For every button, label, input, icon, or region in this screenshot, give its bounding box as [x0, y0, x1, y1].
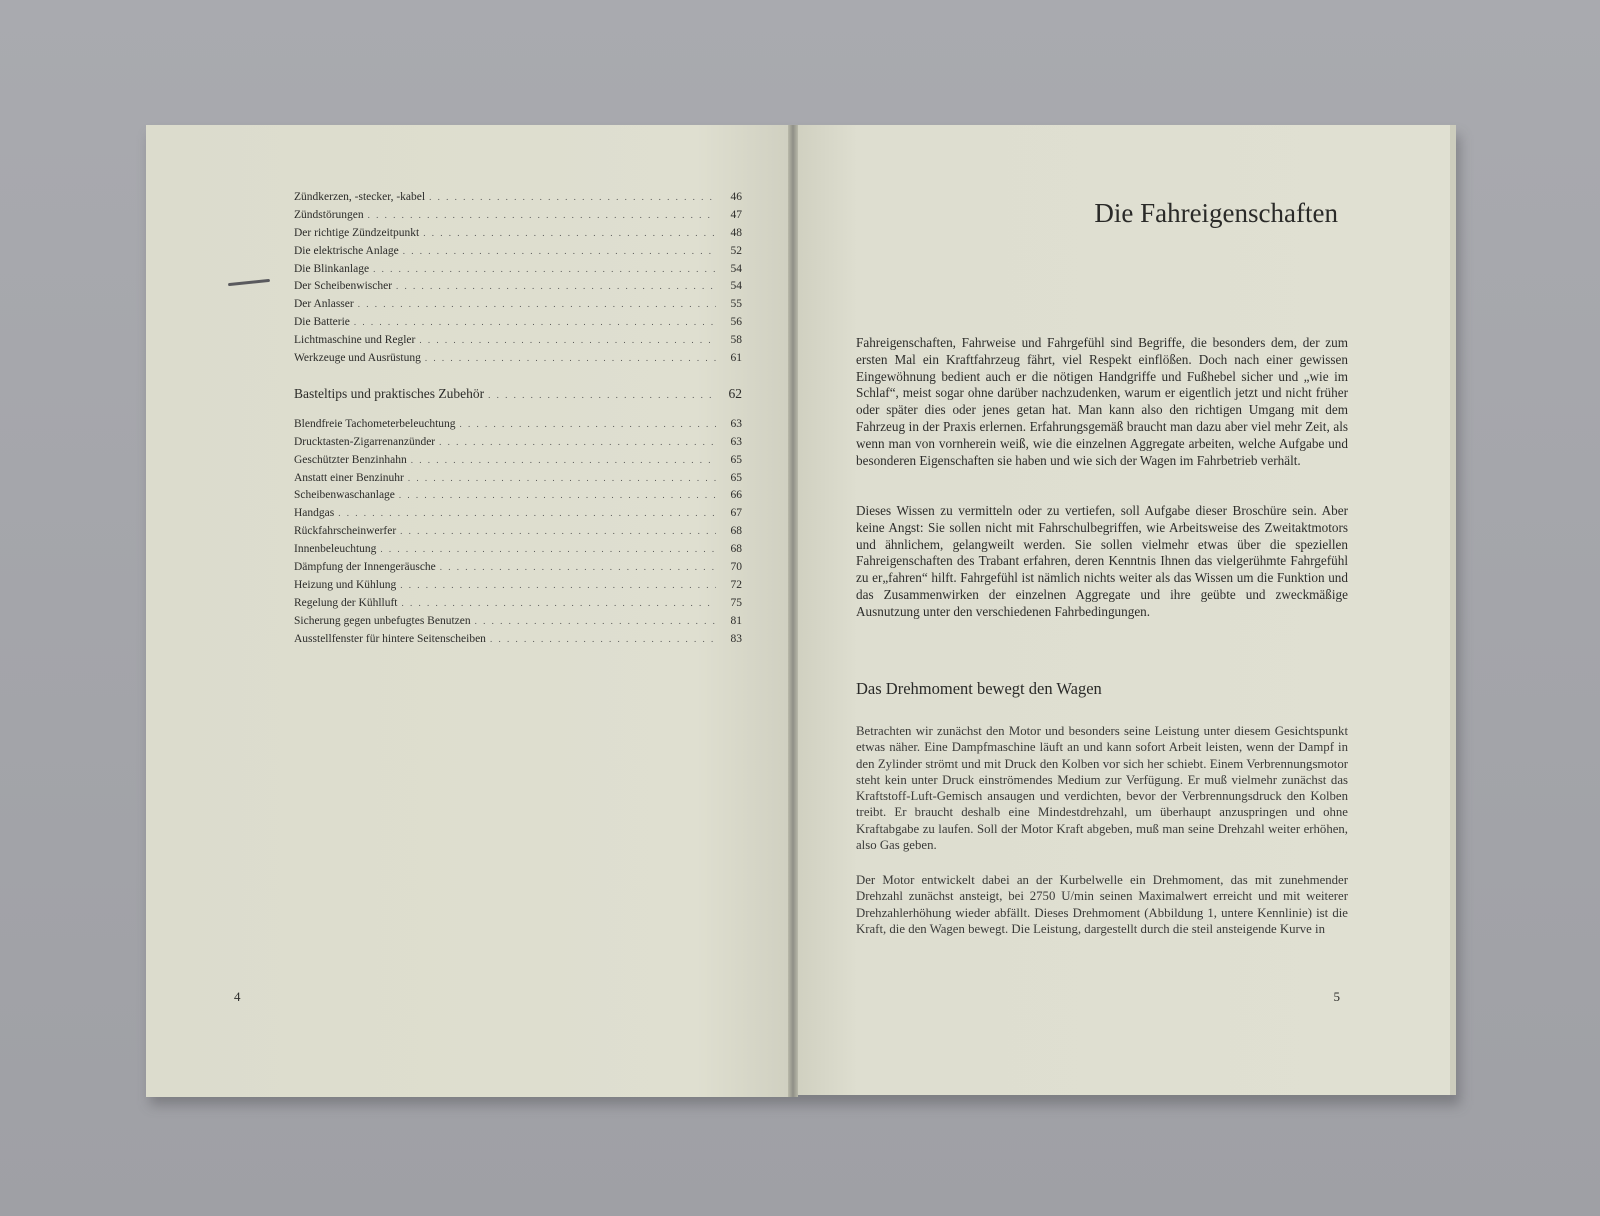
right-page: [792, 125, 1456, 1095]
pen-mark: [228, 279, 270, 286]
toc-entry: [294, 633, 742, 651]
toc-entry-page: 70: [730, 561, 742, 574]
toc-entry-page: 81: [730, 614, 742, 627]
toc-entry: [294, 615, 742, 633]
toc-entry-page: 83: [730, 632, 742, 645]
toc-entry-page: 48: [730, 226, 742, 239]
toc-entry-title: Zündkerzen, -stecker, -kabel: [294, 191, 426, 203]
body-paragraph-1: Fahreigenschaften, Fahrweise und Fahrgefühl sind Begriffe, die besonders dem, der zum ersten Mal ein Kraftfahrzeug fährt, viel Respekt einflößen. Doch nach einer gewissen Eingewöhnung bedient auch er die nötigen Handgriffe und Fußhebel sicher und „wie im Schlaf“, meist sogar ohne darüber nachzudenken, warum er eigentlich jetzt und nicht früher oder später dies oder jenes getan hat. Man kann also den richtigen Umgang mit dem Fahrzeug in der Praxis erlernen. Erfahrungsgemäß braucht man dazu aber viel mehr Zeit, als wenn man von vornherein weiß, wie die einzelnen Aggregate arbeiten, welche Aufgabe und besonderen Eigenschaften sie haben und wie sich der Wagen im Fahrbetrieb verhält.: [856, 335, 1348, 468]
toc-entry-title: Drucktasten-Zigarrenanzünder: [294, 435, 436, 448]
toc-entry: [294, 597, 742, 615]
toc-leader-dots: [401, 598, 716, 608]
toc-leader-dots: [490, 634, 716, 644]
toc-entry-page: 67: [730, 507, 742, 520]
toc-entry-title: Scheibenwaschanlage: [294, 489, 395, 502]
toc-entry-page: 46: [730, 191, 742, 203]
toc-entry: [294, 579, 742, 597]
toc-leader-dots: [399, 490, 716, 500]
toc-leader-dots: [429, 192, 716, 202]
toc-entry: [294, 525, 742, 543]
toc-leader-dots: [411, 455, 716, 465]
toc-leader-dots: [475, 616, 716, 626]
toc-entry: [294, 472, 742, 490]
section-heading: Das Drehmoment bewegt den Wagen: [856, 679, 1102, 698]
toc-entry-title: Heizung und Kühlung: [294, 578, 397, 591]
toc-entry-title: Der Scheibenwischer: [294, 280, 393, 293]
toc-leader-dots: [396, 281, 716, 291]
toc-entry-page: 72: [730, 578, 742, 591]
toc-entry-title: Handgas: [294, 507, 335, 520]
toc-entry-page: 54: [730, 280, 742, 293]
toc-entry-title: Lichtmaschine und Regler: [294, 334, 416, 347]
toc-entry-page: 55: [730, 298, 742, 311]
toc-leader-dots: [358, 299, 716, 309]
body-paragraph-3: Betrachten wir zunächst den Motor und besonders seine Leistung unter diesem Gesichtspunkt etwas näher. Eine Dampfmaschine läuft an und kann sofort Arbeit leisten, wenn der Dampf in den Zylinder strömt und mit Druck den Kolben vor sich her schiebt. Einem Verbrennungsmotor steht kein unter Druck einströmendes Medium zur Verfügung. Er muß vielmehr zunächst das Kraftstoff-Luft-Gemisch ansaugen und verdichten, bevor der Verbrennungsdruck den Kolben treibt. Er braucht deshalb eine Mindestdrehzahl, um überhaupt anzuspringen und ohne Kraftabgabe zu laufen. Soll der Motor Kraft abgeben, muß man seine Drehzahl weiter erhöhen, also Gas geben.: [856, 724, 1348, 853]
body-paragraph-2: Dieses Wissen zu vermitteln oder zu vertiefen, soll Aufgabe dieser Broschüre sein. Aber keine Angst: Sie sollen nicht mit Fahrschulbegriffen, wie Arbeitsweise des Zweitaktmotors und ähnlichem, gelangweilt werden. Sie sollen vielmehr etwas über die speziellen Fahreigenschaften des Trabant erfahren, deren Kenntnis Ihnen das vielgerühmte Fahrgefühl zu er„fahren“ hilft. Fahrgefühl ist nämlich nichts weiter als das Wissen um die Funktion und das Zusammenwirken der einzelnen Aggregate und ihre geübte und zweckmäßige Ausnutzung unter den verschiedenen Fahrbedingungen.: [856, 503, 1348, 619]
toc-entry: [294, 334, 742, 352]
toc-entry: [294, 454, 742, 472]
toc-section-row: [294, 386, 742, 410]
toc-entry-title: Anstatt einer Benzinuhr: [294, 471, 404, 484]
toc-entry-title: Sicherung gegen unbefugtes Benutzen: [294, 614, 471, 627]
toc-group-1: [294, 191, 742, 370]
toc-entry: [294, 298, 742, 316]
toc-entry-title: Blendfreie Tachometerbeleuchtung: [294, 417, 456, 430]
toc-leader-dots: [440, 562, 716, 572]
toc-entry-title: Dämpfung der Innengeräusche: [294, 561, 436, 574]
table-of-contents: [294, 191, 742, 650]
page-number-left: 4: [234, 989, 241, 1004]
toc-entry-page: 56: [730, 316, 742, 329]
toc-group-2: [294, 418, 742, 651]
toc-leader-dots: [423, 228, 716, 238]
toc-leader-dots: [338, 508, 716, 518]
body-paragraph-4: Der Motor entwickelt dabei an der Kurbelwelle ein Drehmoment, das mit zunehmender Drehzahl zunächst ansteigt, bei 2750 U/min seinen Maximalwert erreicht und mit weiterer Drehzahlerhöhung wieder abfällt. Dieses Drehmoment (Abbildung 1, untere Kennlinie) ist die Kraft, die den Wagen bewegt. Die Leistung, dargestellt durch die steil ansteigende Kurve in: [856, 873, 1348, 936]
toc-entry-title: Geschützter Benzinhahn: [294, 453, 407, 466]
toc-entry-page: 66: [730, 489, 742, 502]
toc-leader-dots: [403, 246, 716, 256]
toc-section-page: 62: [728, 385, 742, 401]
toc-entry-page: 58: [730, 334, 742, 347]
book-gutter: [788, 125, 798, 1097]
toc-entry-title: Der richtige Zündzeitpunkt: [294, 226, 420, 239]
toc-entry-title: Werkzeuge und Ausrüstung: [294, 352, 421, 365]
toc-entry: [294, 436, 742, 454]
toc-entry-page: 75: [730, 596, 742, 609]
toc-entry-page: 61: [730, 352, 742, 365]
toc-entry-title: Die Batterie: [294, 316, 350, 329]
toc-leader-dots: [400, 580, 716, 590]
toc-entry-page: 47: [730, 208, 742, 221]
toc-entry: [294, 561, 742, 579]
toc-leader-dots: [419, 335, 716, 345]
toc-leader-dots: [425, 353, 716, 363]
toc-leader-dots: [400, 526, 716, 536]
toc-entry-page: 54: [730, 262, 742, 275]
toc-leader-dots: [439, 437, 716, 447]
page-number-right: 5: [1333, 989, 1340, 1004]
toc-entry: [294, 209, 742, 227]
toc-entry-page: 52: [730, 244, 742, 257]
toc-leader-dots: [354, 317, 716, 327]
toc-entry: [294, 280, 742, 298]
toc-entry-title: Die elektrische Anlage: [294, 244, 399, 257]
toc-leader-dots: [368, 210, 716, 220]
toc-entry-title: Rückfahrscheinwerfer: [294, 525, 397, 538]
toc-entry: [294, 245, 742, 263]
toc-entry-page: 65: [730, 471, 742, 484]
left-page: [146, 125, 794, 1097]
toc-entry-page: 68: [730, 543, 742, 556]
chapter-title: Die Fahreigenschaften: [1094, 198, 1338, 228]
toc-entry: [294, 191, 742, 209]
toc-entry-title: Innenbeleuchtung: [294, 543, 377, 556]
toc-entry: [294, 227, 742, 245]
toc-entry-title: Der Anlasser: [294, 298, 354, 311]
toc-leader-dots: [488, 390, 716, 400]
toc-leader-dots: [408, 473, 716, 483]
toc-entry: [294, 352, 742, 370]
toc-section-title: Basteltips und praktisches Zubehör: [294, 385, 485, 401]
toc-entry-page: 68: [730, 525, 742, 538]
toc-entry-title: Ausstellfenster für hintere Seitenscheiben: [294, 632, 486, 645]
toc-entry-page: 63: [730, 435, 742, 448]
toc-entry-page: 63: [730, 417, 742, 430]
toc-entry-page: 65: [730, 453, 742, 466]
toc-entry: [294, 316, 742, 334]
toc-entry: [294, 418, 742, 436]
toc-leader-dots: [460, 419, 716, 429]
toc-leader-dots: [380, 544, 716, 554]
toc-entry: [294, 263, 742, 281]
toc-leader-dots: [373, 264, 716, 274]
toc-entry-title: Zündstörungen: [294, 208, 364, 221]
toc-entry: [294, 507, 742, 525]
toc-entry-title: Regelung der Kühlluft: [294, 596, 398, 609]
toc-entry: [294, 543, 742, 561]
toc-entry: [294, 489, 742, 507]
toc-entry-title: Die Blinkanlage: [294, 262, 370, 275]
